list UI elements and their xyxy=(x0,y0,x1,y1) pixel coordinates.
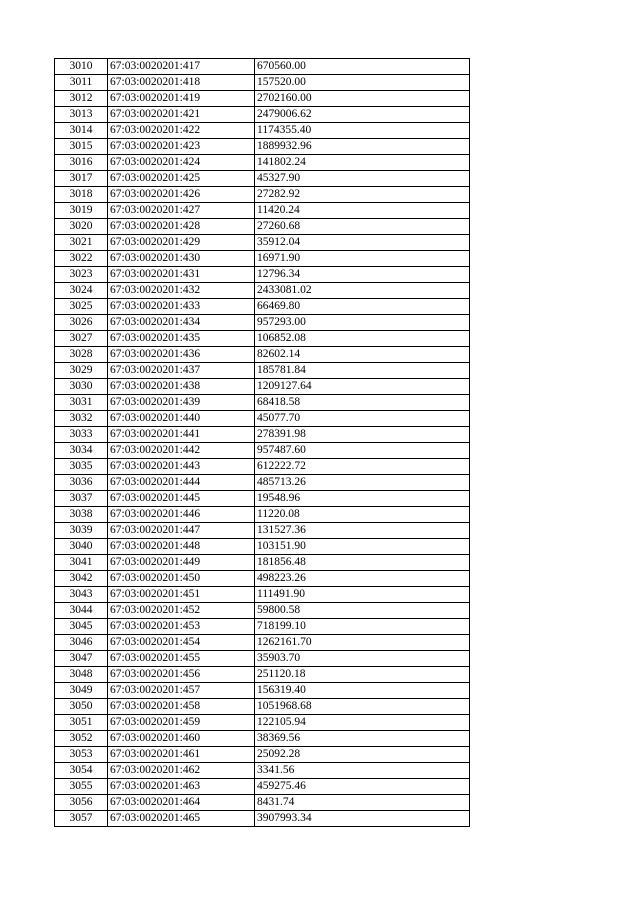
table-row xyxy=(55,251,470,267)
cadastral-value-cell: 670560.00 xyxy=(255,59,470,75)
row-number-cell: 3030 xyxy=(55,379,108,395)
cadastral-value-cell: 957487.60 xyxy=(255,443,470,459)
cadastral-number-cell: 67:03:0020201:441 xyxy=(108,427,255,443)
cadastral-number-cell: 67:03:0020201:459 xyxy=(108,715,255,731)
row-number-cell: 3045 xyxy=(55,619,108,635)
row-number-cell: 3023 xyxy=(55,267,108,283)
row-number-cell: 3022 xyxy=(55,251,108,267)
row-number-cell: 3028 xyxy=(55,347,108,363)
cadastral-value-cell: 111491.90 xyxy=(255,587,470,603)
cadastral-number-cell: 67:03:0020201:461 xyxy=(108,747,255,763)
cadastral-value-cell: 2702160.00 xyxy=(255,91,470,107)
row-number-cell: 3014 xyxy=(55,123,108,139)
table-row xyxy=(55,475,470,491)
cadastral-number-cell: 67:03:0020201:423 xyxy=(108,139,255,155)
table-row xyxy=(55,443,470,459)
table-row xyxy=(55,107,470,123)
table-row xyxy=(55,267,470,283)
cadastral-value-cell: 38369.56 xyxy=(255,731,470,747)
row-number-cell: 3031 xyxy=(55,395,108,411)
cadastral-value-cell: 185781.84 xyxy=(255,363,470,379)
table-row xyxy=(55,587,470,603)
table-row xyxy=(55,283,470,299)
table-row xyxy=(55,379,470,395)
cadastral-number-cell: 67:03:0020201:443 xyxy=(108,459,255,475)
cadastral-number-cell: 67:03:0020201:417 xyxy=(108,59,255,75)
table-row xyxy=(55,715,470,731)
row-number-cell: 3041 xyxy=(55,555,108,571)
cadastral-number-cell: 67:03:0020201:419 xyxy=(108,91,255,107)
table-row xyxy=(55,699,470,715)
cadastral-number-cell: 67:03:0020201:439 xyxy=(108,395,255,411)
cadastral-value-cell: 141802.24 xyxy=(255,155,470,171)
cadastral-number-cell: 67:03:0020201:452 xyxy=(108,603,255,619)
cadastral-number-cell: 67:03:0020201:433 xyxy=(108,299,255,315)
row-number-cell: 3010 xyxy=(55,59,108,75)
cadastral-number-cell: 67:03:0020201:438 xyxy=(108,379,255,395)
cadastral-value-cell: 103151.90 xyxy=(255,539,470,555)
cadastral-value-cell: 25092.28 xyxy=(255,747,470,763)
table-row xyxy=(55,651,470,667)
table-row xyxy=(55,91,470,107)
row-number-cell: 3040 xyxy=(55,539,108,555)
table-row xyxy=(55,667,470,683)
row-number-cell: 3018 xyxy=(55,187,108,203)
row-number-cell: 3015 xyxy=(55,139,108,155)
row-number-cell: 3047 xyxy=(55,651,108,667)
row-number-cell: 3013 xyxy=(55,107,108,123)
cadastral-number-cell: 67:03:0020201:446 xyxy=(108,507,255,523)
cadastral-number-cell: 67:03:0020201:437 xyxy=(108,363,255,379)
row-number-cell: 3026 xyxy=(55,315,108,331)
cadastral-number-cell: 67:03:0020201:450 xyxy=(108,571,255,587)
cadastral-number-cell: 67:03:0020201:453 xyxy=(108,619,255,635)
table-row xyxy=(55,619,470,635)
cadastral-number-cell: 67:03:0020201:451 xyxy=(108,587,255,603)
cadastral-number-cell: 67:03:0020201:424 xyxy=(108,155,255,171)
cadastral-value-cell: 1174355.40 xyxy=(255,123,470,139)
table-row xyxy=(55,491,470,507)
row-number-cell: 3025 xyxy=(55,299,108,315)
table-row xyxy=(55,331,470,347)
row-number-cell: 3050 xyxy=(55,699,108,715)
cadastral-value-cell: 59800.58 xyxy=(255,603,470,619)
row-number-cell: 3021 xyxy=(55,235,108,251)
row-number-cell: 3029 xyxy=(55,363,108,379)
cadastral-number-cell: 67:03:0020201:447 xyxy=(108,523,255,539)
table-row xyxy=(55,427,470,443)
cadastral-value-cell: 27260.68 xyxy=(255,219,470,235)
cadastral-number-cell: 67:03:0020201:436 xyxy=(108,347,255,363)
cadastral-number-cell: 67:03:0020201:456 xyxy=(108,667,255,683)
cadastral-value-cell: 16971.90 xyxy=(255,251,470,267)
cadastral-value-cell: 485713.26 xyxy=(255,475,470,491)
table-row xyxy=(55,459,470,475)
cadastral-number-cell: 67:03:0020201:444 xyxy=(108,475,255,491)
cadastral-number-cell: 67:03:0020201:430 xyxy=(108,251,255,267)
table-row xyxy=(55,779,470,795)
cadastral-number-cell: 67:03:0020201:457 xyxy=(108,683,255,699)
table-row xyxy=(55,171,470,187)
cadastral-number-cell: 67:03:0020201:445 xyxy=(108,491,255,507)
cadastral-number-cell: 67:03:0020201:432 xyxy=(108,283,255,299)
cadastral-number-cell: 67:03:0020201:425 xyxy=(108,171,255,187)
row-number-cell: 3053 xyxy=(55,747,108,763)
cadastral-value-cell: 82602.14 xyxy=(255,347,470,363)
row-number-cell: 3038 xyxy=(55,507,108,523)
table-row xyxy=(55,539,470,555)
cadastral-number-cell: 67:03:0020201:428 xyxy=(108,219,255,235)
cadastral-value-cell: 35912.04 xyxy=(255,235,470,251)
cadastral-value-cell: 68418.58 xyxy=(255,395,470,411)
cadastral-value-cell: 498223.26 xyxy=(255,571,470,587)
row-number-cell: 3017 xyxy=(55,171,108,187)
row-number-cell: 3043 xyxy=(55,587,108,603)
cadastral-value-cell: 66469.80 xyxy=(255,299,470,315)
cadastral-value-cell: 35903.70 xyxy=(255,651,470,667)
cadastral-value-cell: 181856.48 xyxy=(255,555,470,571)
row-number-cell: 3016 xyxy=(55,155,108,171)
cadastral-number-cell: 67:03:0020201:460 xyxy=(108,731,255,747)
row-number-cell: 3032 xyxy=(55,411,108,427)
row-number-cell: 3048 xyxy=(55,667,108,683)
cadastral-number-cell: 67:03:0020201:440 xyxy=(108,411,255,427)
cadastral-value-cell: 2433081.02 xyxy=(255,283,470,299)
row-number-cell: 3054 xyxy=(55,763,108,779)
cadastral-number-cell: 67:03:0020201:465 xyxy=(108,811,255,827)
cadastral-value-cell: 11220.08 xyxy=(255,507,470,523)
row-number-cell: 3012 xyxy=(55,91,108,107)
table-row xyxy=(55,795,470,811)
table-row xyxy=(55,155,470,171)
table-row xyxy=(55,123,470,139)
row-number-cell: 3052 xyxy=(55,731,108,747)
table-row xyxy=(55,603,470,619)
table-row xyxy=(55,523,470,539)
cadastral-value-cell: 1051968.68 xyxy=(255,699,470,715)
cadastral-number-cell: 67:03:0020201:422 xyxy=(108,123,255,139)
cadastral-value-cell: 8431.74 xyxy=(255,795,470,811)
cadastral-number-cell: 67:03:0020201:442 xyxy=(108,443,255,459)
cadastral-number-cell: 67:03:0020201:455 xyxy=(108,651,255,667)
cadastral-number-cell: 67:03:0020201:448 xyxy=(108,539,255,555)
table-row xyxy=(55,811,470,827)
row-number-cell: 3056 xyxy=(55,795,108,811)
row-number-cell: 3042 xyxy=(55,571,108,587)
cadastral-number-cell: 67:03:0020201:449 xyxy=(108,555,255,571)
row-number-cell: 3039 xyxy=(55,523,108,539)
table-row xyxy=(55,395,470,411)
row-number-cell: 3034 xyxy=(55,443,108,459)
table-row xyxy=(55,507,470,523)
table-row xyxy=(55,363,470,379)
row-number-cell: 3011 xyxy=(55,75,108,91)
cadastral-number-cell: 67:03:0020201:458 xyxy=(108,699,255,715)
cadastral-value-cell: 718199.10 xyxy=(255,619,470,635)
row-number-cell: 3046 xyxy=(55,635,108,651)
table-row xyxy=(55,763,470,779)
cadastral-value-cell: 3907993.34 xyxy=(255,811,470,827)
cadastral-value-cell: 278391.98 xyxy=(255,427,470,443)
row-number-cell: 3044 xyxy=(55,603,108,619)
cadastral-value-cell: 12796.34 xyxy=(255,267,470,283)
cadastral-number-cell: 67:03:0020201:454 xyxy=(108,635,255,651)
table-row xyxy=(55,347,470,363)
cadastral-value-cell: 106852.08 xyxy=(255,331,470,347)
table-row xyxy=(55,635,470,651)
cadastral-value-cell: 19548.96 xyxy=(255,491,470,507)
cadastral-number-cell: 67:03:0020201:462 xyxy=(108,763,255,779)
table-row xyxy=(55,411,470,427)
table-row xyxy=(55,75,470,91)
table-row xyxy=(55,571,470,587)
row-number-cell: 3055 xyxy=(55,779,108,795)
cadastre-value-table xyxy=(54,58,470,827)
row-number-cell: 3051 xyxy=(55,715,108,731)
row-number-cell: 3036 xyxy=(55,475,108,491)
cadastral-value-cell: 156319.40 xyxy=(255,683,470,699)
row-number-cell: 3027 xyxy=(55,331,108,347)
table-row xyxy=(55,235,470,251)
cadastral-value-cell: 459275.46 xyxy=(255,779,470,795)
cadastral-value-cell: 45327.90 xyxy=(255,171,470,187)
table-row xyxy=(55,203,470,219)
cadastral-number-cell: 67:03:0020201:426 xyxy=(108,187,255,203)
row-number-cell: 3035 xyxy=(55,459,108,475)
cadastral-number-cell: 67:03:0020201:427 xyxy=(108,203,255,219)
cadastral-value-cell: 1889932.96 xyxy=(255,139,470,155)
table-row xyxy=(55,747,470,763)
table-row xyxy=(55,315,470,331)
cadastral-value-cell: 251120.18 xyxy=(255,667,470,683)
row-number-cell: 3057 xyxy=(55,811,108,827)
row-number-cell: 3049 xyxy=(55,683,108,699)
cadastral-value-cell: 131527.36 xyxy=(255,523,470,539)
table-row xyxy=(55,187,470,203)
cadastral-number-cell: 67:03:0020201:434 xyxy=(108,315,255,331)
table-row xyxy=(55,555,470,571)
table-row xyxy=(55,59,470,75)
cadastral-value-cell: 2479006.62 xyxy=(255,107,470,123)
table-row xyxy=(55,219,470,235)
row-number-cell: 3020 xyxy=(55,219,108,235)
cadastral-value-cell: 3341.56 xyxy=(255,763,470,779)
cadastral-number-cell: 67:03:0020201:431 xyxy=(108,267,255,283)
cadastral-number-cell: 67:03:0020201:464 xyxy=(108,795,255,811)
row-number-cell: 3019 xyxy=(55,203,108,219)
table-row xyxy=(55,731,470,747)
cadastral-number-cell: 67:03:0020201:418 xyxy=(108,75,255,91)
cadastral-number-cell: 67:03:0020201:463 xyxy=(108,779,255,795)
cadastral-value-cell: 45077.70 xyxy=(255,411,470,427)
cadastral-number-cell: 67:03:0020201:421 xyxy=(108,107,255,123)
row-number-cell: 3033 xyxy=(55,427,108,443)
cadastral-value-cell: 1209127.64 xyxy=(255,379,470,395)
cadastral-value-cell: 612222.72 xyxy=(255,459,470,475)
cadastral-value-cell: 122105.94 xyxy=(255,715,470,731)
row-number-cell: 3037 xyxy=(55,491,108,507)
cadastral-value-cell: 957293.00 xyxy=(255,315,470,331)
table-row xyxy=(55,139,470,155)
cadastral-value-cell: 1262161.70 xyxy=(255,635,470,651)
table-row xyxy=(55,683,470,699)
cadastral-number-cell: 67:03:0020201:435 xyxy=(108,331,255,347)
row-number-cell: 3024 xyxy=(55,283,108,299)
table-row xyxy=(55,299,470,315)
cadastral-value-cell: 157520.00 xyxy=(255,75,470,91)
table-body xyxy=(55,59,470,827)
cadastral-value-cell: 11420.24 xyxy=(255,203,470,219)
cadastral-value-cell: 27282.92 xyxy=(255,187,470,203)
cadastral-number-cell: 67:03:0020201:429 xyxy=(108,235,255,251)
